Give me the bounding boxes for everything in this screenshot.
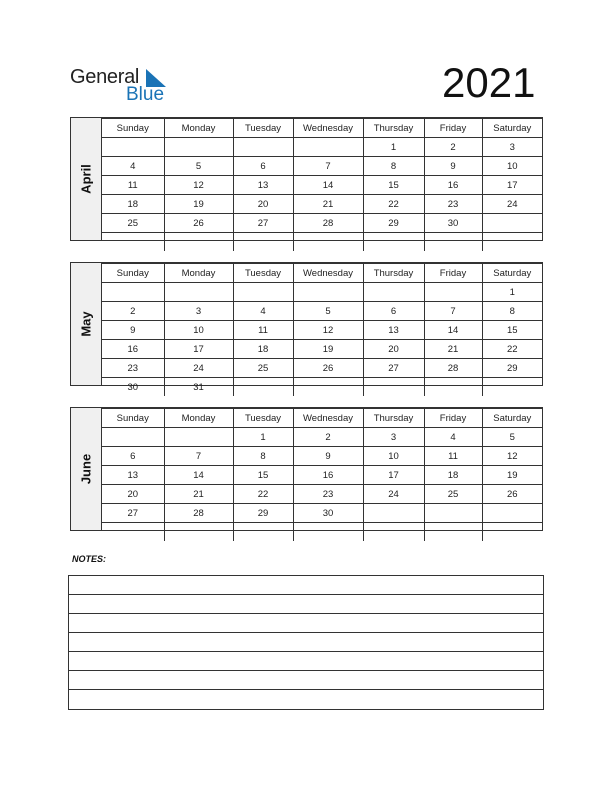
weekday-header: Monday: [164, 409, 233, 428]
day-cell: 3: [482, 138, 542, 157]
day-cell: [424, 504, 482, 523]
notes-line[interactable]: [69, 576, 543, 595]
day-cell: [424, 283, 482, 302]
weekday-header: Friday: [424, 119, 482, 138]
day-cell: 5: [293, 302, 363, 321]
weekday-header: Tuesday: [233, 264, 293, 283]
day-cell: [482, 504, 542, 523]
weekday-header: Monday: [164, 264, 233, 283]
day-cell: [293, 378, 363, 397]
weekday-header: Sunday: [102, 119, 164, 138]
day-cell: 4: [102, 157, 164, 176]
day-cell: [102, 523, 164, 542]
day-cell: [293, 523, 363, 542]
day-cell: [233, 138, 293, 157]
month-grid: [102, 118, 542, 240]
day-cell: 23: [102, 359, 164, 378]
day-cell: 16: [102, 340, 164, 359]
month-name: June: [78, 453, 94, 485]
notes-box[interactable]: [68, 575, 544, 710]
day-cell: 25: [102, 214, 164, 233]
day-cell: 5: [164, 157, 233, 176]
day-cell: 4: [424, 428, 482, 447]
day-cell: [482, 233, 542, 252]
day-cell: 17: [482, 176, 542, 195]
day-cell: [233, 233, 293, 252]
day-cell: 26: [482, 485, 542, 504]
weekday-header: Sunday: [102, 409, 164, 428]
month-label: [71, 408, 102, 530]
weekday-header: Thursday: [363, 264, 424, 283]
day-cell: 26: [293, 359, 363, 378]
day-cell: 22: [233, 485, 293, 504]
day-cell: 16: [424, 176, 482, 195]
week-row: [102, 138, 542, 157]
weekday-header: Friday: [424, 264, 482, 283]
weekday-header: Thursday: [363, 409, 424, 428]
week-row: [102, 233, 542, 252]
day-cell: 11: [424, 447, 482, 466]
day-cell: 22: [482, 340, 542, 359]
logo: [70, 66, 180, 106]
day-cell: 19: [482, 466, 542, 485]
day-cell: 14: [164, 466, 233, 485]
day-cell: [233, 283, 293, 302]
day-cell: 30: [424, 214, 482, 233]
day-cell: 29: [233, 504, 293, 523]
day-cell: [293, 138, 363, 157]
weekday-header: Wednesday: [293, 119, 363, 138]
day-cell: 15: [363, 176, 424, 195]
month-label: [71, 118, 102, 240]
logo-blue-text: Blue: [126, 84, 165, 105]
day-cell: 5: [482, 428, 542, 447]
notes-line[interactable]: [69, 633, 543, 652]
month-grid: [102, 263, 542, 393]
day-cell: 6: [102, 447, 164, 466]
weekday-header: Thursday: [363, 119, 424, 138]
day-cell: 19: [164, 195, 233, 214]
day-cell: 27: [363, 359, 424, 378]
day-cell: 6: [233, 157, 293, 176]
day-cell: 18: [102, 195, 164, 214]
day-cell: 18: [424, 466, 482, 485]
day-cell: 15: [482, 321, 542, 340]
week-row: [102, 504, 542, 523]
day-cell: [164, 283, 233, 302]
day-cell: 24: [363, 485, 424, 504]
day-cell: 21: [164, 485, 233, 504]
weekday-header-row: [102, 119, 542, 138]
weekday-header: Tuesday: [233, 119, 293, 138]
day-cell: 2: [102, 302, 164, 321]
day-cell: 2: [424, 138, 482, 157]
day-cell: [293, 233, 363, 252]
day-cell: 21: [293, 195, 363, 214]
day-cell: 9: [102, 321, 164, 340]
day-cell: [363, 504, 424, 523]
day-cell: 7: [164, 447, 233, 466]
day-cell: 17: [363, 466, 424, 485]
day-cell: 11: [102, 176, 164, 195]
weekday-header: Saturday: [482, 264, 542, 283]
day-cell: [363, 378, 424, 397]
day-cell: 1: [233, 428, 293, 447]
day-cell: 3: [164, 302, 233, 321]
week-row: [102, 428, 542, 447]
week-row: [102, 283, 542, 302]
notes-title: NOTES:: [72, 554, 107, 564]
day-cell: 11: [233, 321, 293, 340]
day-cell: 24: [482, 195, 542, 214]
weekday-header: Wednesday: [293, 264, 363, 283]
weekday-header: Monday: [164, 119, 233, 138]
day-cell: [164, 523, 233, 542]
day-cell: [482, 378, 542, 397]
week-row: [102, 195, 542, 214]
day-cell: 7: [424, 302, 482, 321]
day-cell: 25: [233, 359, 293, 378]
month-block-2: [70, 407, 543, 531]
day-cell: 28: [424, 359, 482, 378]
day-cell: 8: [233, 447, 293, 466]
day-cell: 21: [424, 340, 482, 359]
day-cell: 13: [233, 176, 293, 195]
day-cell: [424, 378, 482, 397]
day-cell: 31: [164, 378, 233, 397]
month-block-0: [70, 117, 543, 241]
month-label: [71, 263, 102, 385]
month-block-1: [70, 262, 543, 393]
week-row: [102, 340, 542, 359]
weekday-header-row: [102, 409, 542, 428]
month-table: [102, 263, 542, 396]
day-cell: 16: [293, 466, 363, 485]
day-cell: [482, 214, 542, 233]
notes-line[interactable]: [69, 690, 543, 709]
day-cell: 13: [102, 466, 164, 485]
day-cell: [233, 523, 293, 542]
day-cell: 4: [233, 302, 293, 321]
day-cell: 12: [293, 321, 363, 340]
day-cell: [424, 233, 482, 252]
month-name: May: [78, 311, 94, 337]
day-cell: 28: [293, 214, 363, 233]
day-cell: 8: [363, 157, 424, 176]
weekday-header: Saturday: [482, 409, 542, 428]
day-cell: 14: [293, 176, 363, 195]
notes-line[interactable]: [69, 595, 543, 614]
week-row: [102, 176, 542, 195]
week-row: [102, 321, 542, 340]
day-cell: 7: [293, 157, 363, 176]
day-cell: 20: [363, 340, 424, 359]
day-cell: 3: [363, 428, 424, 447]
day-cell: 23: [424, 195, 482, 214]
week-row: [102, 523, 542, 542]
day-cell: 20: [233, 195, 293, 214]
day-cell: 1: [482, 283, 542, 302]
day-cell: 29: [363, 214, 424, 233]
weekday-header-row: [102, 264, 542, 283]
week-row: [102, 302, 542, 321]
day-cell: [363, 233, 424, 252]
day-cell: [363, 523, 424, 542]
day-cell: 15: [233, 466, 293, 485]
day-cell: 30: [102, 378, 164, 397]
day-cell: 10: [482, 157, 542, 176]
day-cell: [233, 378, 293, 397]
day-cell: [363, 283, 424, 302]
week-row: [102, 359, 542, 378]
day-cell: 29: [482, 359, 542, 378]
day-cell: 10: [363, 447, 424, 466]
week-row: [102, 485, 542, 504]
week-row: [102, 157, 542, 176]
day-cell: [164, 428, 233, 447]
week-row: [102, 214, 542, 233]
day-cell: 8: [482, 302, 542, 321]
weekday-header: Friday: [424, 409, 482, 428]
week-row: [102, 447, 542, 466]
week-row: [102, 378, 542, 397]
day-cell: [424, 523, 482, 542]
year-title: 2021: [442, 59, 536, 106]
day-cell: 27: [233, 214, 293, 233]
day-cell: 10: [164, 321, 233, 340]
logo-general-text: General: [70, 66, 140, 88]
day-cell: 30: [293, 504, 363, 523]
day-cell: 20: [102, 485, 164, 504]
day-cell: 12: [164, 176, 233, 195]
notes-line[interactable]: [69, 614, 543, 633]
day-cell: [293, 283, 363, 302]
day-cell: [164, 138, 233, 157]
day-cell: 25: [424, 485, 482, 504]
day-cell: 26: [164, 214, 233, 233]
day-cell: 1: [363, 138, 424, 157]
day-cell: 27: [102, 504, 164, 523]
day-cell: 12: [482, 447, 542, 466]
day-cell: [102, 283, 164, 302]
day-cell: 24: [164, 359, 233, 378]
day-cell: 18: [233, 340, 293, 359]
notes-line[interactable]: [69, 671, 543, 690]
weekday-header: Tuesday: [233, 409, 293, 428]
weekday-header: Wednesday: [293, 409, 363, 428]
day-cell: 22: [363, 195, 424, 214]
day-cell: 2: [293, 428, 363, 447]
month-name: April: [78, 164, 94, 194]
day-cell: [164, 233, 233, 252]
notes-line[interactable]: [69, 652, 543, 671]
day-cell: 23: [293, 485, 363, 504]
month-table: [102, 408, 542, 541]
day-cell: [482, 523, 542, 542]
day-cell: 9: [293, 447, 363, 466]
day-cell: 28: [164, 504, 233, 523]
day-cell: [102, 138, 164, 157]
day-cell: 19: [293, 340, 363, 359]
day-cell: 14: [424, 321, 482, 340]
month-grid: [102, 408, 542, 530]
day-cell: 17: [164, 340, 233, 359]
day-cell: 6: [363, 302, 424, 321]
day-cell: 13: [363, 321, 424, 340]
weekday-header: Sunday: [102, 264, 164, 283]
day-cell: 9: [424, 157, 482, 176]
day-cell: [102, 428, 164, 447]
week-row: [102, 466, 542, 485]
weekday-header: Saturday: [482, 119, 542, 138]
day-cell: [102, 233, 164, 252]
month-table: [102, 118, 542, 251]
